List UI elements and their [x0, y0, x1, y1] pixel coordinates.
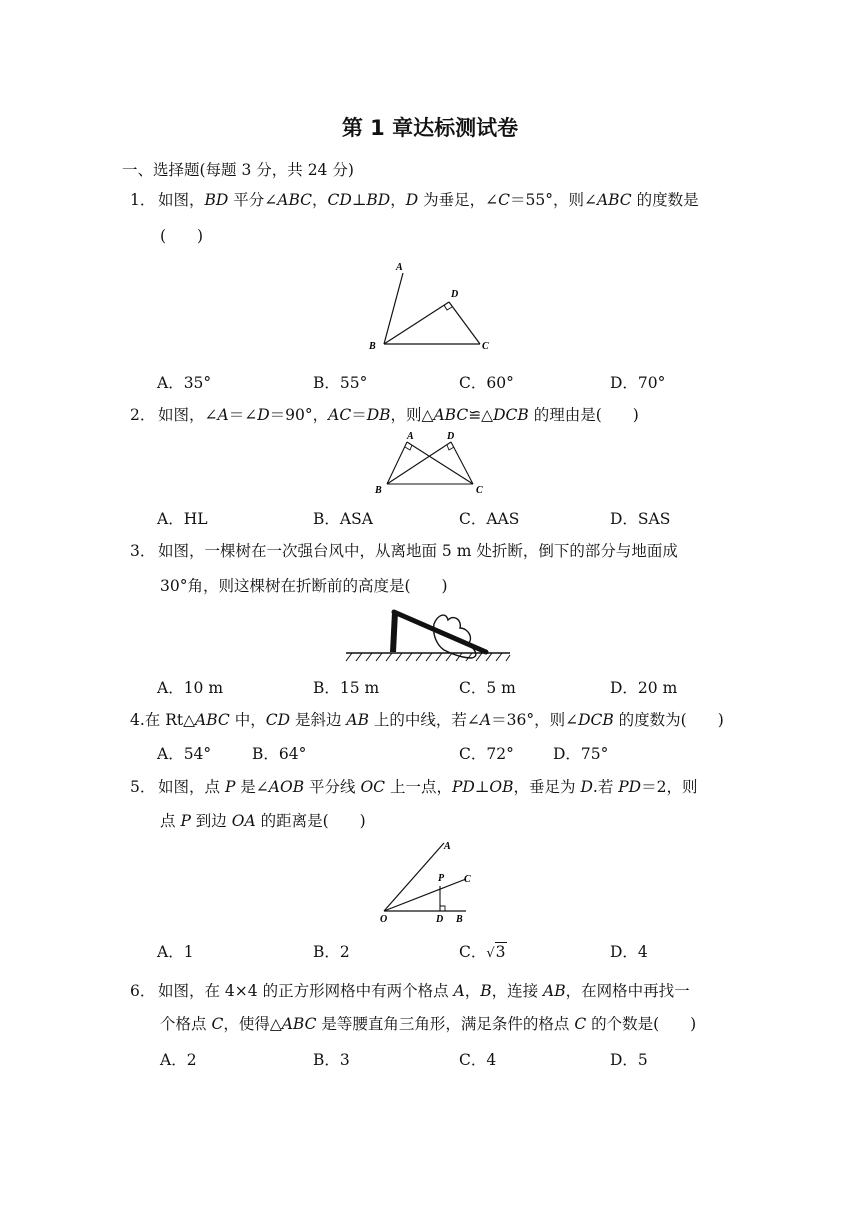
math-variable: P: [224, 778, 236, 796]
right-angle-mark: [444, 305, 452, 310]
math-variable: OB: [489, 778, 514, 796]
text-segment: ＝: [351, 406, 367, 424]
question-6-line1: [158, 981, 690, 1001]
question-2-number: 2．: [130, 406, 156, 424]
math-variable: BD: [204, 191, 229, 209]
label-b: B: [375, 485, 382, 496]
label-p: P: [438, 873, 445, 884]
right-angle-mark-a: [405, 445, 412, 450]
text-segment: ≌△: [468, 406, 494, 424]
math-variable: PD: [618, 778, 642, 796]
text-segment: ，: [464, 982, 481, 1000]
question-4-line1: [130, 710, 724, 730]
math-variable: D: [257, 406, 270, 424]
math-variable: AOB: [268, 778, 305, 796]
question-3-figure: [344, 600, 514, 664]
text-segment: 中，: [229, 711, 266, 729]
label-c: C: [464, 874, 471, 885]
label-a: A: [396, 262, 403, 273]
sqrt-icon: √: [486, 946, 495, 961]
text-segment: 为垂足，∠: [418, 191, 499, 209]
text-segment: ，: [312, 191, 328, 209]
text-segment: ⊥: [351, 191, 367, 209]
text-segment: 平分线: [304, 778, 361, 796]
question-2-figure: [365, 426, 495, 498]
question-1-figure: [360, 258, 500, 358]
math-variable: BD: [366, 191, 391, 209]
math-variable: P: [180, 812, 191, 830]
math-variable: ABC: [281, 1015, 317, 1033]
math-variable: CD: [265, 711, 291, 729]
q3-option-b[interactable]: B．15 m: [313, 679, 380, 697]
math-variable: D: [580, 778, 593, 796]
math-variable: A: [217, 406, 229, 424]
question-6-line2: [160, 1014, 696, 1034]
math-variable: ABC: [277, 191, 312, 209]
question-3-number: 3．: [130, 542, 156, 560]
label-d: D: [436, 914, 444, 925]
math-variable: C: [498, 191, 510, 209]
math-variable: OC: [360, 778, 386, 796]
text-segment: 点: [160, 812, 181, 830]
question-5-number: 5．: [130, 778, 156, 796]
q5-option-b[interactable]: B．2: [313, 943, 350, 961]
math-variable: C: [574, 1015, 587, 1033]
q1-option-a[interactable]: A．35°: [157, 374, 212, 392]
text-segment: 到边: [190, 812, 232, 830]
text-segment: 如图，: [158, 191, 205, 209]
text-segment: 的距离是( ): [255, 812, 366, 830]
question-5-figure: [376, 835, 486, 925]
q5-option-c-radicand: 3: [495, 943, 506, 961]
label-a: A: [407, 431, 414, 442]
ray-oc: [384, 879, 466, 911]
math-variable: AB: [346, 711, 369, 729]
q2-option-c[interactable]: C．AAS: [459, 510, 520, 528]
text-segment: 个格点: [160, 1015, 212, 1033]
text-segment: 的度数为( ): [613, 711, 724, 729]
text-segment: ＝2，则: [641, 778, 698, 796]
text-segment: 是等腰直角三角形，满足条件的格点: [316, 1015, 575, 1033]
math-variable: C: [211, 1015, 224, 1033]
segment-dc: [451, 442, 473, 484]
q2-option-a[interactable]: A．HL: [157, 510, 208, 528]
segment-ac: [407, 442, 473, 484]
q4-option-d[interactable]: D．75°: [553, 745, 609, 763]
question-1-line2: ( ): [160, 227, 204, 245]
math-variable: ABC: [195, 711, 230, 729]
math-variable: A: [479, 711, 492, 729]
q6-option-c[interactable]: C．4: [459, 1051, 497, 1069]
text-segment: 的理由是( ): [528, 406, 639, 424]
label-a: A: [444, 841, 451, 852]
right-angle-mark: [440, 906, 445, 911]
segment-dc: [449, 302, 480, 344]
label-b: B: [369, 341, 376, 352]
q6-option-a[interactable]: A．2: [160, 1051, 197, 1069]
label-o: O: [380, 914, 388, 925]
text-segment: ，则△: [390, 406, 434, 424]
question-1-number: 1．: [130, 191, 156, 209]
q1-option-c[interactable]: C．60°: [459, 374, 514, 392]
math-variable: D: [405, 191, 419, 209]
math-variable: A: [453, 982, 465, 1000]
label-c: C: [482, 341, 489, 352]
q3-option-c[interactable]: C．5 m: [459, 679, 516, 697]
label-d: D: [451, 289, 459, 300]
label-c: C: [476, 485, 483, 496]
text-segment: 的个数是( ): [586, 1015, 697, 1033]
q3-option-d[interactable]: D．20 m: [610, 679, 678, 697]
text-segment: ，垂足为: [513, 778, 581, 796]
q2-option-b[interactable]: B．ASA: [313, 510, 373, 528]
text-segment: 如图，∠: [158, 406, 218, 424]
math-variable: ABC: [433, 406, 469, 424]
text-segment: 是斜边: [290, 711, 347, 729]
math-variable: CD: [327, 191, 352, 209]
text-segment: 平分∠: [228, 191, 278, 209]
text-segment: ，使得△: [223, 1015, 282, 1033]
question-5-line1: [158, 777, 697, 797]
q5-option-d[interactable]: D．4: [610, 943, 648, 961]
ray-oa: [384, 843, 444, 911]
question-1-line1: [158, 190, 699, 210]
q5-option-c[interactable]: [459, 940, 507, 962]
q4-option-c[interactable]: C．72°: [459, 745, 514, 763]
text-segment: ，连接: [491, 982, 544, 1000]
text-segment: 4.在 Rt△: [130, 711, 196, 729]
q1-option-b[interactable]: B．55°: [313, 374, 368, 392]
math-variable: AC: [328, 406, 352, 424]
math-variable: ABC: [596, 191, 632, 209]
math-variable: B: [480, 982, 492, 1000]
question-3-line1: 如图，一棵树在一次强台风中，从离地面 5 m 处折断，倒下的部分与地面成: [158, 542, 678, 560]
math-variable: PD: [451, 778, 475, 796]
math-variable: OA: [231, 812, 256, 830]
q6-option-d[interactable]: D．5: [610, 1051, 648, 1069]
math-variable: DCB: [493, 406, 529, 424]
q3-option-a[interactable]: A．10 m: [157, 679, 224, 697]
tree-trunk: [390, 612, 398, 652]
text-segment: ＝90°，: [269, 406, 329, 424]
text-segment: ＝55°，则∠: [509, 191, 597, 209]
q6-option-b[interactable]: B．3: [313, 1051, 350, 1069]
question-5-line2: [160, 811, 366, 831]
label-d: D: [447, 431, 455, 442]
q5-option-c-label: C．: [459, 943, 487, 961]
q2-option-d[interactable]: D．SAS: [610, 510, 671, 528]
question-3-line2: 30°角，则这棵树在折断前的高度是( ): [160, 577, 448, 595]
q4-option-a[interactable]: A．54°: [157, 745, 212, 763]
text-segment: 如图，点: [158, 778, 225, 796]
text-segment: ，: [390, 191, 406, 209]
text-segment: .若: [592, 778, 619, 796]
math-variable: DCB: [578, 711, 614, 729]
text-segment: ，在网格中再找一: [565, 982, 690, 1000]
text-segment: 上一点，: [385, 778, 452, 796]
text-segment: ＝36°，则∠: [491, 711, 579, 729]
text-segment: ⊥: [474, 778, 490, 796]
question-2-line1: [158, 405, 639, 425]
page-title: 第 1 章达标测试卷: [341, 116, 519, 140]
section-heading: 一、选择题(每题 3 分，共 24 分): [122, 161, 354, 179]
math-variable: DB: [366, 406, 391, 424]
q1-option-d[interactable]: D．70°: [610, 374, 666, 392]
q5-option-a[interactable]: A．1: [157, 943, 194, 961]
q4-option-b[interactable]: B．64°: [252, 745, 307, 763]
text-segment: 是∠: [235, 778, 269, 796]
text-segment: 如图，在 4×4 的正方形网格中有两个格点: [158, 982, 454, 1000]
math-variable: AB: [543, 982, 566, 1000]
label-b: B: [456, 914, 463, 925]
text-segment: 上的中线，若∠: [368, 711, 480, 729]
question-6-number: 6．: [130, 982, 156, 1000]
text-segment: ＝∠: [228, 406, 258, 424]
text-segment: 的度数是: [631, 191, 699, 209]
